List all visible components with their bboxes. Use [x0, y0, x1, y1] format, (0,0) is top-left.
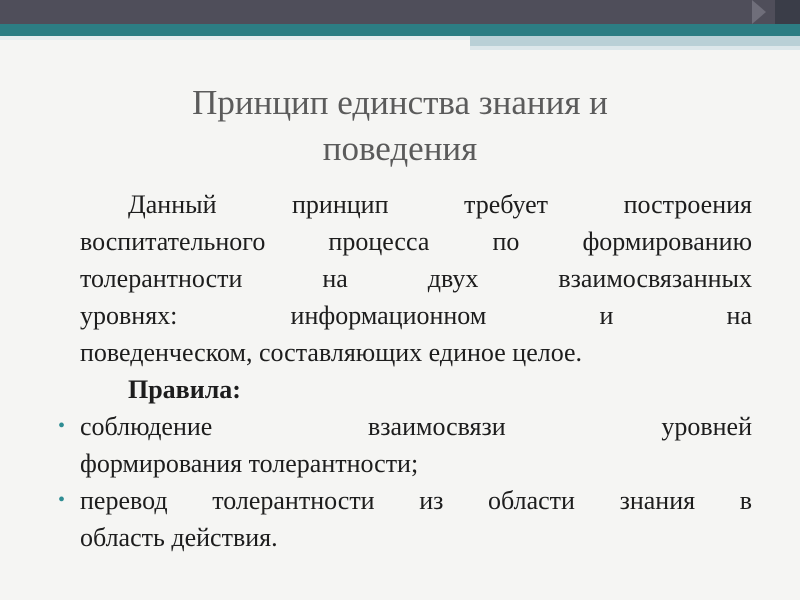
bullet-line: соблюдение взаимосвязи уровней	[80, 412, 752, 441]
bullet-icon: •	[58, 489, 66, 511]
header-bar	[0, 0, 800, 24]
list-item	[58, 408, 752, 482]
bullet-line: формирования толерантности;	[80, 449, 419, 478]
rules-heading: Правила:	[128, 375, 241, 404]
header-faint-stripe	[0, 36, 470, 40]
header-teal-stripe	[0, 24, 800, 36]
slide-title	[70, 80, 730, 172]
bullet-icon: •	[58, 415, 66, 437]
paragraph-line: Данный принцип требует построения	[128, 190, 752, 219]
bullet-line: область действия.	[80, 523, 278, 552]
header-arrow-icon	[752, 0, 766, 24]
slide-body	[58, 186, 752, 556]
list-item	[58, 482, 752, 556]
title-line: Принцип единства знания и	[192, 83, 608, 122]
header-light-stripe	[470, 36, 800, 46]
header-corner	[775, 0, 800, 24]
rules-list	[58, 408, 752, 556]
principle-paragraph	[80, 186, 752, 371]
paragraph-line: толерантности на двух взаимосвязанных	[80, 264, 752, 293]
header-light-stripe-2	[470, 46, 800, 50]
paragraph-line: воспитательного процесса по формированию	[80, 227, 752, 256]
title-line: поведения	[322, 129, 478, 168]
paragraph-line: поведенческом, составляющих единое целое.	[80, 338, 583, 367]
bullet-line: перевод толерантности из области знания в	[80, 486, 752, 515]
paragraph-line: уровнях: информационном и на	[80, 301, 752, 330]
